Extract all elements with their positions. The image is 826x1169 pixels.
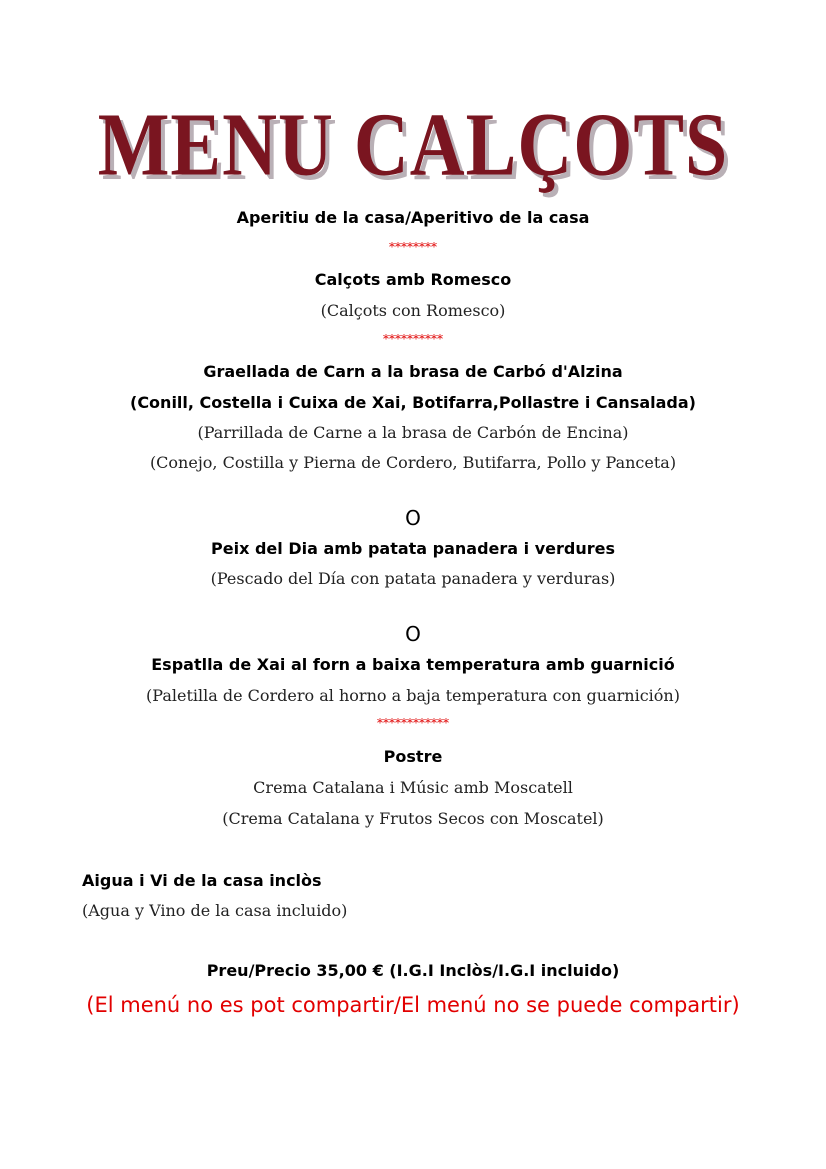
separator: ************ [377, 716, 449, 730]
peix-catalan: Peix del Dia amb patata panadera i verdures [211, 539, 615, 558]
no-sharing-warning: (El menú no es pot compartir/El menú no se puede compartir) [86, 993, 740, 1017]
graellada-spanish: (Parrillada de Carne a la brasa de Carbón de Encina) [197, 423, 629, 442]
peix-spanish: (Pescado del Día con patata panadera y verduras) [210, 569, 616, 588]
graellada-catalan: Graellada de Carn a la brasa de Carbó d'Alzina [203, 362, 623, 381]
or-separator: O [405, 506, 421, 530]
postre-spanish: (Crema Catalana y Frutos Secos con Moscatel) [222, 809, 604, 828]
espatlla-catalan: Espatlla de Xai al forn a baixa temperatura amb guarnició [151, 655, 675, 674]
or-separator: O [405, 622, 421, 646]
menu-title: MENU CALÇOTS [97, 95, 729, 195]
postre-catalan: Crema Catalana i Músic amb Moscatell [253, 778, 573, 797]
price-line: Preu/Precio 35,00 € (I.G.I Inclòs/I.G.I incluido) [206, 961, 620, 980]
aperitiu-line: Aperitiu de la casa/Aperitivo de la casa [236, 208, 590, 227]
graellada-detail-catalan: (Conill, Costella i Cuixa de Xai, Botifarra,Pollastre i Cansalada) [130, 393, 696, 412]
aigua-spanish: (Agua y Vino de la casa incluido) [82, 901, 348, 920]
calcots-catalan: Calçots amb Romesco [314, 270, 512, 289]
separator: ******** [389, 240, 437, 254]
postre-heading: Postre [383, 747, 443, 766]
espatlla-spanish: (Paletilla de Cordero al horno a baja temperatura con guarnición) [146, 686, 680, 705]
separator: ********** [383, 332, 443, 346]
aigua-catalan: Aigua i Vi de la casa inclòs [82, 871, 322, 890]
calcots-spanish: (Calçots con Romesco) [320, 301, 506, 320]
graellada-detail-spanish: (Conejo, Costilla y Pierna de Cordero, Butifarra, Pollo y Panceta) [149, 453, 677, 472]
